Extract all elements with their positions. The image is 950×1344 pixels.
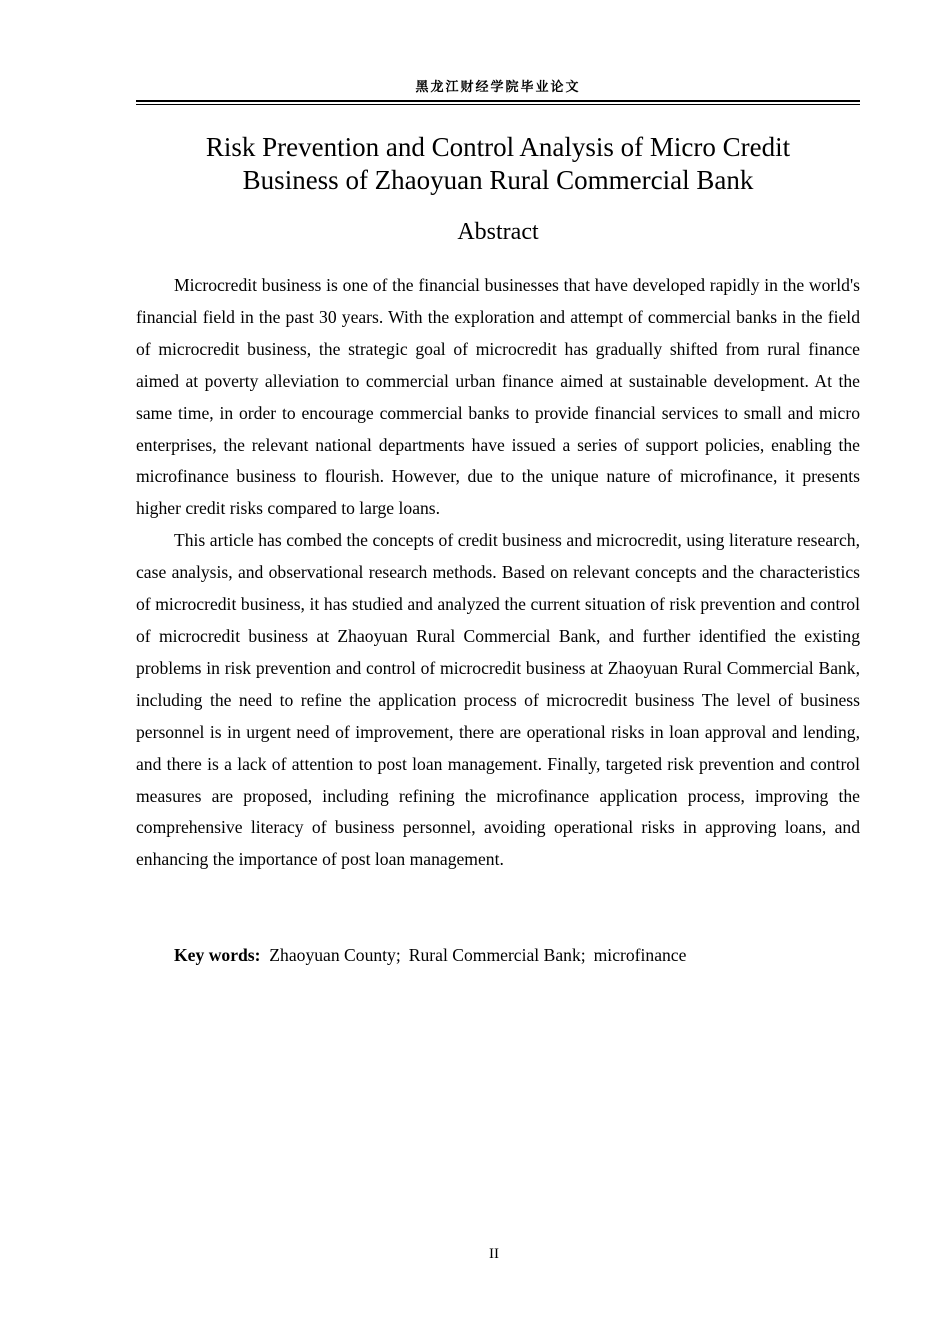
abstract-paragraph-1: Microcredit business is one of the financial businesses that have developed rapidly in the world's financial field in the past 30 years. With the exploration and attempt of commercial banks in the field of microcredit business, the strategic goal of microcredit has gradually shifted from rural finance aimed at poverty alleviation to commercial urban finance aimed at sustainable development. At the same time, in order to encourage commercial banks to provide financial services to small and micro enterprises, the relevant national departments have issued a series of support policies, enabling the microfinance business to flourish. However, due to the unique nature of microfinance, it presents higher credit risks compared to large loans. <box>136 275 860 519</box>
abstract-body <box>136 270 860 876</box>
keywords-label: Key words: <box>174 945 261 965</box>
paper-title-line-2: Business of Zhaoyuan Rural Commercial Bank <box>242 165 754 195</box>
page-number: II <box>489 1246 499 1262</box>
abstract-paragraph-2: This article has combed the concepts of credit business and microcredit, using literature research, case analysis, and observational research methods. Based on relevant concepts and the characteristics of microcredit business, it has studied and analyzed the current situation of risk prevention and control of microcredit business at Zhaoyuan Rural Commercial Bank, and further identified the existing problems in risk prevention and control of microcredit business at Zhaoyuan Rural Commercial Bank, including the need to refine the application process of microcredit business The level of business personnel is in urgent need of improvement, there are operational risks in loan approval and lending, and there is a lack of attention to post loan management. Finally, targeted risk prevention and control measures are proposed, including refining the microfinance application process, improving the comprehensive literacy of business personnel, avoiding operational risks in approving loans, and enhancing the importance of post loan management. <box>136 530 860 870</box>
paper-title-line-1: Risk Prevention and Control Analysis of Micro Credit <box>205 132 791 162</box>
header-rule-thin <box>136 104 860 105</box>
running-header: 黑龙江财经学院毕业论文 <box>415 80 581 95</box>
abstract-heading: Abstract <box>457 219 539 245</box>
header-rule-thick <box>136 100 860 102</box>
paper-title <box>136 131 860 197</box>
keywords-line <box>174 940 860 972</box>
keyword-item: Zhaoyuan County; <box>269 945 401 965</box>
keyword-item: Rural Commercial Bank; <box>408 945 586 965</box>
keyword-item: microfinance <box>593 945 687 965</box>
